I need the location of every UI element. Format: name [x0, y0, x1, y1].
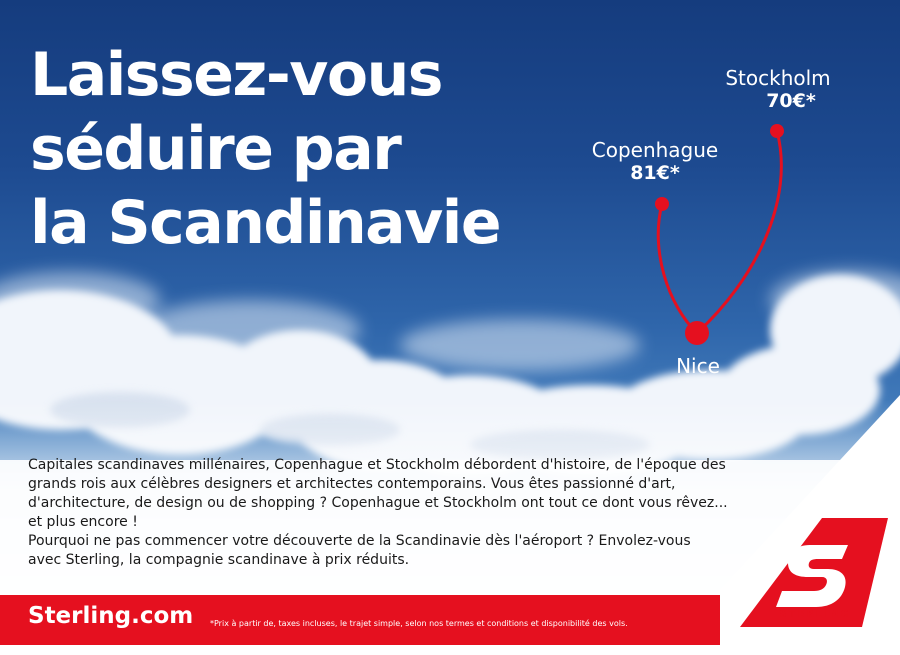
nice-label: Nice: [676, 354, 720, 378]
copenhague-label: Copenhague: [591, 138, 719, 162]
stockholm-price: 70€*: [766, 90, 816, 112]
copenhague-dot: [655, 197, 669, 211]
body-paragraph-2: Pourquoi ne pas commencer votre découverte de la Scandinavie dès l'aéroport ? Envolez-vous avec Sterling, la compagnie scandinave à prix réduits.: [28, 533, 691, 568]
route-copenhague-nice: [658, 204, 697, 333]
nice-dot: [685, 321, 709, 345]
price-disclaimer: *Prix à partir de, taxes incluses, le trajet simple, selon nos termes et conditions et disponibilité des vols.: [210, 619, 628, 628]
city-copenhague: [590, 138, 720, 184]
headline-line-3: la Scandinavie: [30, 188, 501, 258]
city-stockholm: [716, 66, 840, 112]
stockholm-dot: [770, 124, 784, 138]
body-copy: [28, 456, 728, 570]
copenhague-price: 81€*: [630, 162, 680, 184]
body-paragraph-1: Capitales scandinaves millénaires, Copenhague et Stockholm débordent d'histoire, de l'époque des grands rois aux célèbres designers et architectes contemporains. Vous êtes passionné d'art, d'architecture, de design ou de shopping ? Copenhague et Stockholm ont tout ce dont vous rêvez... et plus encore !: [28, 457, 728, 530]
headline: [30, 38, 590, 260]
headline-line-1: Laissez-vous: [30, 40, 442, 110]
city-nice: [660, 354, 736, 378]
sterling-logo-text: STERLING: [779, 609, 851, 620]
headline-line-2: séduire par: [30, 114, 401, 184]
website-link[interactable]: Sterling.com: [28, 603, 194, 629]
stockholm-label: Stockholm: [725, 66, 831, 90]
